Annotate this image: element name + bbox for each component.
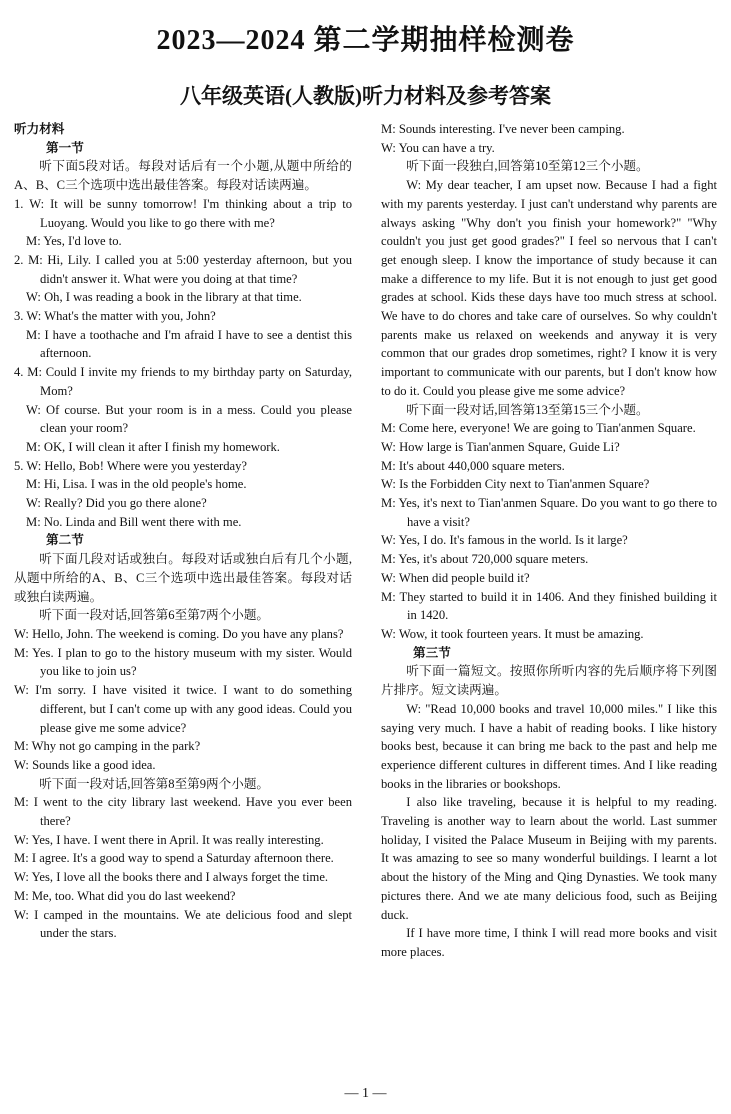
dialogue-intro: 听下面一段对话,回答第8至第9两个小题。 — [39, 776, 270, 791]
dialogue-line: 2. M: Hi, Lily. I called you at 5:00 yesterday afternoon, but you didn't answer it. What were you doing at that time? — [14, 252, 352, 286]
dialogue-line: 3. W: What's the matter with you, John? — [14, 309, 216, 324]
dialogue-intro: 听下面一段对话,回答第6至第7两个小题。 — [39, 608, 270, 623]
dialogue-line: M: It's about 440,000 square meters. — [381, 458, 565, 473]
section-3-instructions: 听下面一篇短文。按照你所听内容的先后顺序将下列图片排序。短文读两遍。 — [381, 664, 717, 698]
section-2-heading: 第二节 — [46, 533, 84, 548]
left-column — [14, 120, 352, 943]
dialogue-line: 1. W: It will be sunny tomorrow! I'm thinking about a trip to Luoyang. Would you like to go there with me? — [14, 196, 352, 230]
dialogue-line: W: Yes, I have. I went there in April. It was really interesting. — [14, 832, 324, 847]
dialogue-line: W: Wow, it took fourteen years. It must be amazing. — [381, 626, 644, 641]
dialogue-line: M: Sounds interesting. I've never been camping. — [381, 122, 625, 136]
section-1-instructions: 听下面5段对话。每段对话后有一个小题,从题中所给的A、B、C三个选项中选出最佳答案。每段对话读两遍。 — [14, 159, 352, 193]
passage-paragraph: If I have more time, I think I will read more books and visit more places. — [381, 926, 717, 959]
dialogue-line: M: No. Linda and Bill went there with me. — [26, 514, 242, 529]
dialogue-line: M: Yes. I plan to go to the history museum with my sister. Would you like to join us? — [14, 645, 352, 679]
passage-paragraph: I also like traveling, because it is helpful to my reading. Traveling is another way to learn about the world. Last summer holiday, I visited the Palace Museum in Beijing with my parents. It was amazing to see so many wonderful buildings. I learnt a lot about the history of the Ming and Qing Dynasties. We took many pictures there. And we ate many delicious food, such as Beijing duck. — [381, 795, 717, 922]
dialogue-line: W: Of course. But your room is in a mess. Could you please clean your room? — [26, 402, 352, 436]
dialogue-line: W: Yes, I do. It's famous in the world. Is it large? — [381, 533, 628, 548]
dialogue-line: M: Yes, it's about 720,000 square meters. — [381, 552, 589, 567]
right-column — [381, 120, 717, 962]
monologue-text: W: My dear teacher, I am upset now. Because I had a fight with my parents yesterday. I just can't understand why parents are always asking "Why don't you finish your homework?" "Why couldn't you just get good grades?" I feel so nervous that I can't get enough sleep. I know the importance of study because it can make a difference to my life. But it is not enough to just get good grades at school. Kids these days have too much stress at school. We have to do chores and take care of ourselves. So why couldn't parents make us relaxed on weekends and anyway it is very common that our grades drop sometimes, right? I know it is very important to communicate with our parents, but I don't know how to do it. Could you please give me some advice? — [381, 178, 717, 398]
dialogue-line: W: You can have a try. — [381, 140, 495, 155]
passage-paragraph: W: "Read 10,000 books and travel 10,000 miles." I like this saying very much. I have a habit of reading books. I like history books best, because it can bring me back to the past and help me experience different cultures in different times. And I like reading books in the libraries or bookshops. — [381, 701, 717, 791]
dialogue-line: M: Yes, it's next to Tian'anmen Square. Do you want to go there to have a visit? — [381, 496, 717, 529]
dialogue-line: 4. M: Could I invite my friends to my birthday party on Saturday, Mom? — [14, 365, 352, 398]
dialogue-line: W: Hello, John. The weekend is coming. Do you have any plans? — [14, 626, 344, 641]
dialogue-line: 5. W: Hello, Bob! Where were you yesterday? — [14, 458, 248, 473]
dialogue-line: M: I agree. It's a good way to spend a Saturday afternoon there. — [14, 851, 334, 866]
dialogue-line: M: Me, too. What did you do last weekend? — [14, 888, 236, 903]
section-1-heading: 第一节 — [46, 140, 84, 155]
dialogue-line: W: When did people build it? — [381, 570, 530, 585]
page-title: 2023—2024 第二学期抽样检测卷 — [156, 25, 575, 56]
dialogue-line: M: They started to build it in 1406. And they finished building it in 1420. — [381, 589, 717, 623]
dialogue-line: W: How large is Tian'anmen Square, Guide Li? — [381, 439, 620, 454]
dialogue-line: M: OK, I will clean it after I finish my homework. — [26, 439, 280, 454]
dialogue-line: W: I'm sorry. I have visited it twice. I want to do something different, but I can't come up with any good ideas. Could you please give me some advice? — [14, 683, 352, 735]
dialogue-line: W: Yes, I love all the books there and I always forget the time. — [14, 870, 329, 885]
dialogue-line: M: Yes, I'd love to. — [26, 234, 122, 249]
dialogue-intro: 听下面一段对话,回答第13至第15三个小题。 — [406, 402, 649, 417]
section-3-heading: 第三节 — [413, 645, 451, 660]
dialogue-line: M: Come here, everyone! We are going to Tian'anmen Square. — [381, 421, 696, 436]
page-number: — 1 — — [344, 1086, 387, 1101]
dialogue-line: W: Really? Did you go there alone? — [26, 496, 207, 511]
heading-listening-materials: 听力材料 — [14, 122, 65, 136]
section-2-instructions: 听下面几段对话或独白。每段对话或独白后有几个小题,从题中所给的A、B、C三个选项中选出最佳答案。每段对话或独白读两遍。 — [14, 552, 352, 604]
page-subtitle: 八年级英语(人教版)听力材料及参考答案 — [180, 84, 551, 108]
dialogue-line: M: I have a toothache and I'm afraid I have to see a dentist this afternoon. — [26, 327, 352, 361]
dialogue-line: M: Why not go camping in the park? — [14, 739, 201, 754]
dialogue-line: W: Sounds like a good idea. — [14, 757, 156, 772]
dialogue-line: M: I went to the city library last weekend. Have you ever been there? — [14, 795, 352, 829]
dialogue-line: W: Oh, I was reading a book in the library at that time. — [26, 290, 302, 305]
dialogue-line: M: Hi, Lisa. I was in the old people's home. — [26, 477, 247, 492]
dialogue-line: W: Is the Forbidden City next to Tian'anmen Square? — [381, 477, 650, 492]
monologue-intro: 听下面一段独白,回答第10至第12三个小题。 — [406, 159, 649, 174]
dialogue-line: W: I camped in the mountains. We ate delicious food and slept under the stars. — [14, 907, 352, 941]
